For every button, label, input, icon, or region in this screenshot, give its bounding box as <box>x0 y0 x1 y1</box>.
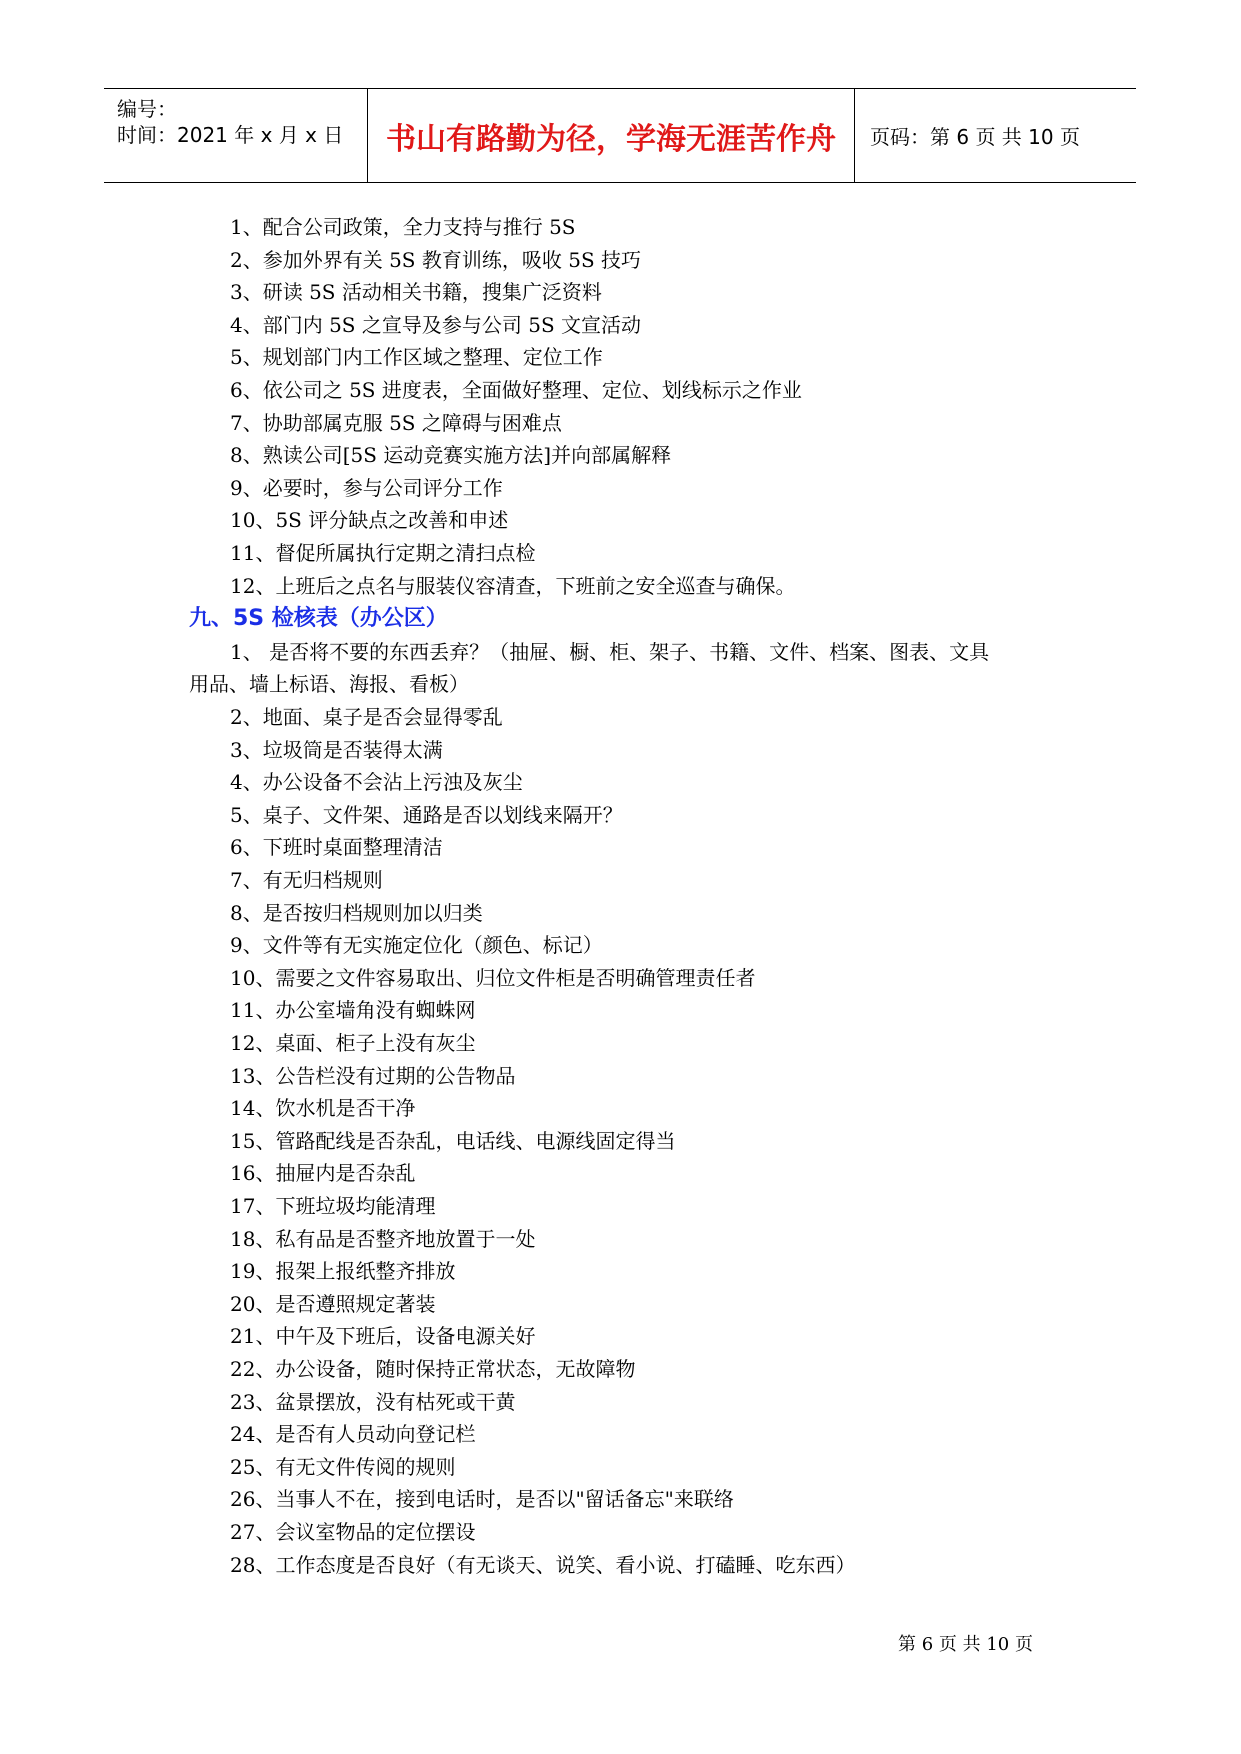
list-item: 8、熟读公司[5S 运动竞赛实施方法]并向部属解释 <box>230 443 672 467</box>
list-item: 12、上班后之点名与服装仪容清查，下班前之安全巡查与确保。 <box>230 574 796 598</box>
list-item: 6、依公司之 5S 进度表，全面做好整理、定位、划线标示之作业 <box>230 378 802 402</box>
list-item: 23、盆景摆放，没有枯死或干黄 <box>230 1390 516 1414</box>
list-item: 28、工作态度是否良好（有无谈天、说笑、看小说、打磕睡、吃东西） <box>230 1553 856 1577</box>
list-item: 4、办公设备不会沾上污浊及灰尘 <box>230 770 523 794</box>
list-item-continuation: 用品、墙上标语、海报、看板） <box>189 672 469 696</box>
header-motto: 书山有路勤为径，学海无涯苦作舟 <box>386 121 836 157</box>
list-item: 6、下班时桌面整理清洁 <box>230 835 443 859</box>
list-item: 8、是否按归档规则加以归类 <box>230 901 483 925</box>
list-item: 3、垃圾筒是否装得太满 <box>230 738 443 762</box>
list-item: 26、当事人不在，接到电话时，是否以"留话备忘"来联络 <box>230 1487 734 1511</box>
list-item: 11、办公室墙角没有蜘蛛网 <box>230 998 476 1022</box>
list-item: 2、参加外界有关 5S 教育训练，吸收 5S 技巧 <box>230 248 642 272</box>
list-item: 15、管路配线是否杂乱，电话线、电源线固定得当 <box>230 1129 676 1153</box>
list-item: 20、是否遵照规定著装 <box>230 1292 436 1316</box>
list-item: 5、规划部门内工作区域之整理、定位工作 <box>230 345 603 369</box>
list-item: 13、公告栏没有过期的公告物品 <box>230 1064 516 1088</box>
list-item: 9、必要时，参与公司评分工作 <box>230 476 503 500</box>
page-footer: 第 6 页 共 10 页 <box>898 1634 1033 1655</box>
list-item: 24、是否有人员动向登记栏 <box>230 1422 476 1446</box>
section-heading: 九、5S 检核表（办公区） <box>189 606 448 631</box>
list-item: 10、需要之文件容易取出、归位文件柜是否明确管理责任者 <box>230 966 756 990</box>
list-item: 7、协助部属克服 5S 之障碍与困难点 <box>230 411 562 435</box>
list-item: 22、办公设备，随时保持正常状态，无故障物 <box>230 1357 636 1381</box>
document-time-label: 时间：2021 年 x 月 x 日 <box>117 123 344 147</box>
list-item: 7、有无归档规则 <box>230 868 383 892</box>
list-item: 27、会议室物品的定位摆设 <box>230 1520 476 1544</box>
document-number-label: 编号： <box>117 97 177 121</box>
list-item: 21、中午及下班后，设备电源关好 <box>230 1324 536 1348</box>
list-item: 12、桌面、柜子上没有灰尘 <box>230 1031 476 1055</box>
list-item: 4、部门内 5S 之宣导及参与公司 5S 文宣活动 <box>230 313 642 337</box>
list-item: 18、私有品是否整齐地放置于一处 <box>230 1227 536 1251</box>
list-item: 17、下班垃圾均能清理 <box>230 1194 436 1218</box>
list-item: 1、 是否将不要的东西丢弃？（抽屉、橱、柜、架子、书籍、文件、档案、图表、文具 <box>230 640 990 664</box>
list-item: 14、饮水机是否干净 <box>230 1096 416 1120</box>
header-left-cell <box>104 89 368 182</box>
list-item: 9、文件等有无实施定位化（颜色、标记） <box>230 933 603 957</box>
list-item: 11、督促所属执行定期之清扫点检 <box>230 541 536 565</box>
list-item: 19、报架上报纸整齐排放 <box>230 1259 456 1283</box>
list-item: 3、研读 5S 活动相关书籍，搜集广泛资料 <box>230 280 602 304</box>
list-item: 1、配合公司政策，全力支持与推行 5S <box>230 215 576 239</box>
header-motto-cell <box>368 89 855 182</box>
page-header <box>104 88 1136 183</box>
header-page-info: 页码：第 6 页 共 10 页 <box>870 125 1080 149</box>
list-item: 2、地面、桌子是否会显得零乱 <box>230 705 503 729</box>
list-item: 10、5S 评分缺点之改善和申述 <box>230 508 509 532</box>
header-page-cell <box>856 89 1136 182</box>
list-item: 25、有无文件传阅的规则 <box>230 1455 456 1479</box>
list-item: 16、抽屉内是否杂乱 <box>230 1161 416 1185</box>
list-item: 5、桌子、文件架、通路是否以划线来隔开？ <box>230 803 623 827</box>
